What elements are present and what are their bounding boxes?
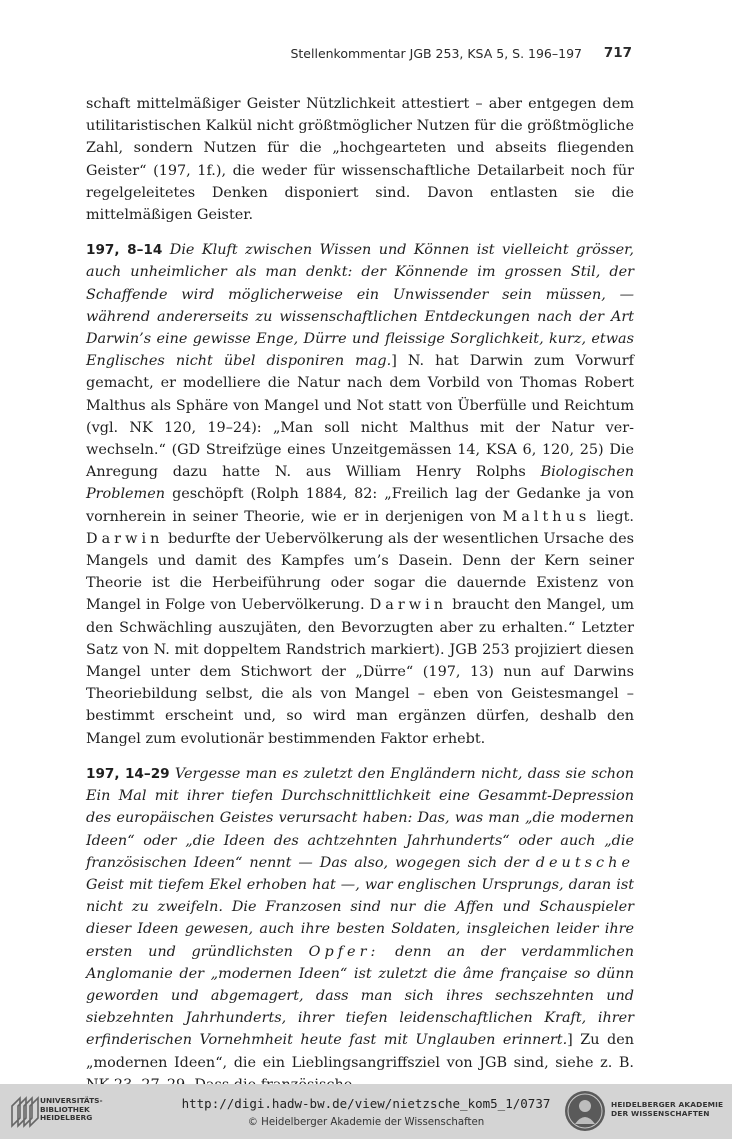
spaced-emphasis: Darwin — [369, 597, 448, 614]
paragraph-continuation — [86, 93, 634, 226]
lemma-reference: 197, 14–29 — [86, 765, 170, 782]
lemma-quote: denn an der verdammlichen Anglomanie der „modernen Ideen“ ist zuletzt die âme française so dünn geworden und abgemagert, dass man sich ihres sechszehnten und siebzehnten Jahrhunderts, ihrer tiefen leidenschaftlichen Kraft, ihrer erfinderischen Vornehmheit heute fast mit Unglauben erinnert. — [86, 943, 634, 1049]
spaced-emphasis: deutsche — [535, 854, 634, 871]
commentary-text: ] N. hat Darwin zum Vorwurf gemacht, er modelliere die Natur nach dem Vorbild von Thomas Robert Malthus als Sphäre von Mangel und Not statt von Überfülle und Reichtum (vgl. NK 120, 19–24): „Man soll nicht Malthus mit der Natur verwechseln.“ (GD Streifzüge eines Unzeitgemässen 14, KSA 6, 120, 25) Die Anregung dazu hatte N. aus William Henry Rolphs — [86, 353, 634, 481]
running-header — [86, 44, 632, 64]
commentary-body — [86, 93, 634, 1109]
copyright-notice: © Heidelberger Akademie der Wissenschaften — [247, 1117, 485, 1128]
commentary-text: liegt. — [590, 508, 634, 525]
commentary-text: braucht den Mangel, um den Schwächling auszujäten, den Bevorzugten aber zu erhalten.“ Letzter Satz von N. mit doppeltem Randstrich markiert). JGB 253 projiziert diesen Mangel unter dem Stichwort der „Dürre“ (197, 13) nun auf Darwins Theoriebildung selbst, die als von Mangel – eben von Geistesmangel – bestimmt erscheint und, so wird man ergänzen dürfen, deshalb den Mangel zum evolutionär bestimmenden Faktor erhebt. — [86, 597, 634, 747]
paragraph-entry-197-14-29 — [86, 763, 634, 1096]
permalink-url[interactable]: http://digi.hadw-bw.de/view/nietzsche_kom5_1/0737 — [181, 1096, 551, 1111]
spaced-emphasis: Darwin — [86, 530, 164, 547]
lemma-quote: Vergesse man es zuletzt den Engländern nicht, dass sie schon Ein Mal mit ihrer tiefen Durchschnittlichkeit eine Gesammt-Depression des europäischen Geistes verursacht haben: Das, was man „die modernen Ideen“ oder „die Ideen des achtzehnten Jahrhunderts“ oder auch „die französischen Ideen“ nennt — Das also, wogegen sich der — [86, 765, 634, 871]
lemma-reference: 197, 8–14 — [86, 242, 163, 259]
commentary-text: geschöpft (Rolph 1884, 82: „Freilich lag der Gedanke ja von vornherein in seiner Theorie, wie er in derjenigen von — [86, 486, 634, 525]
academy-name: HEIDELBERGER AKADEMIE DER WISSENSCHAFTEN — [611, 1100, 724, 1119]
commentary-text: ] Zu den „modernen Ideen“, die ein Lieblingsangriffsziel von JGB sind, siehe z. B. — [86, 1032, 634, 1071]
spaced-emphasis: Opfer: — [308, 943, 380, 960]
page-number: 717 — [603, 45, 632, 61]
lemma-quote: Geist mit tiefem Ekel erhoben hat —, war englischen Ursprungs, daran ist nicht zu zweifeln. Die Franzosen sind nur die Affen und Schauspieler dieser Ideen gewesen, auch ihre besten Soldaten, insgleichen leider ihre ersten und gründlichsten — [86, 876, 634, 960]
book-title: Biologischen Problemen — [86, 464, 634, 503]
library-name: UNIVERSITÄTS- BIBLIOTHEK HEIDELBERG — [40, 1096, 103, 1123]
paragraph-entry-197-8-14 — [86, 239, 634, 750]
commentary-text: bedurfte der Uebervölkerung als der wesentlichen Ursache des Mangels und damit des Kampfes um’s Dasein. Denn der Kern seiner Theorie ist die Herbeiführung oder sogar die dauernde Existenz von Mangel in Folge von Uebervölkerung. — [86, 530, 634, 614]
paragraph-text: schaft mittelmäßiger Geister Nützlichkeit attestiert – aber entgegen dem utilitaristischen Kalkül nicht größtmöglicher Nutzen für die größtmögliche Zahl, sondern Nutzen für die „hochgearteten und abseits fliegenden Geister“ (197, 1f.), die weder für wissenschaftliche Detailarbeit noch für regelgeleitetes Denken disponiert sind. Davon entlasten sie die mittelmäßigen Geister. — [86, 96, 634, 224]
footer-bar — [0, 1084, 732, 1139]
lemma-quote: Die Kluft zwischen Wissen und Können ist vielleicht grösser, auch unheimlicher als man denkt: der Könnende im grossen Stil, der Schaffende wird möglicherweise ein Unwissender sein müssen, — während andererseits zu wissenschaftlichen Entdeckungen nach der Art Darwin’s eine gewisse Enge, Dürre und fleissige Sorglichkeit, kurz, etwas Englisches nicht übel disponiren mag. — [86, 242, 634, 370]
spaced-emphasis: Malthus — [502, 508, 591, 525]
running-title: Stellenkommentar JGB 253, KSA 5, S. 196–197 — [290, 46, 582, 61]
academy-seal-icon — [564, 1090, 606, 1132]
